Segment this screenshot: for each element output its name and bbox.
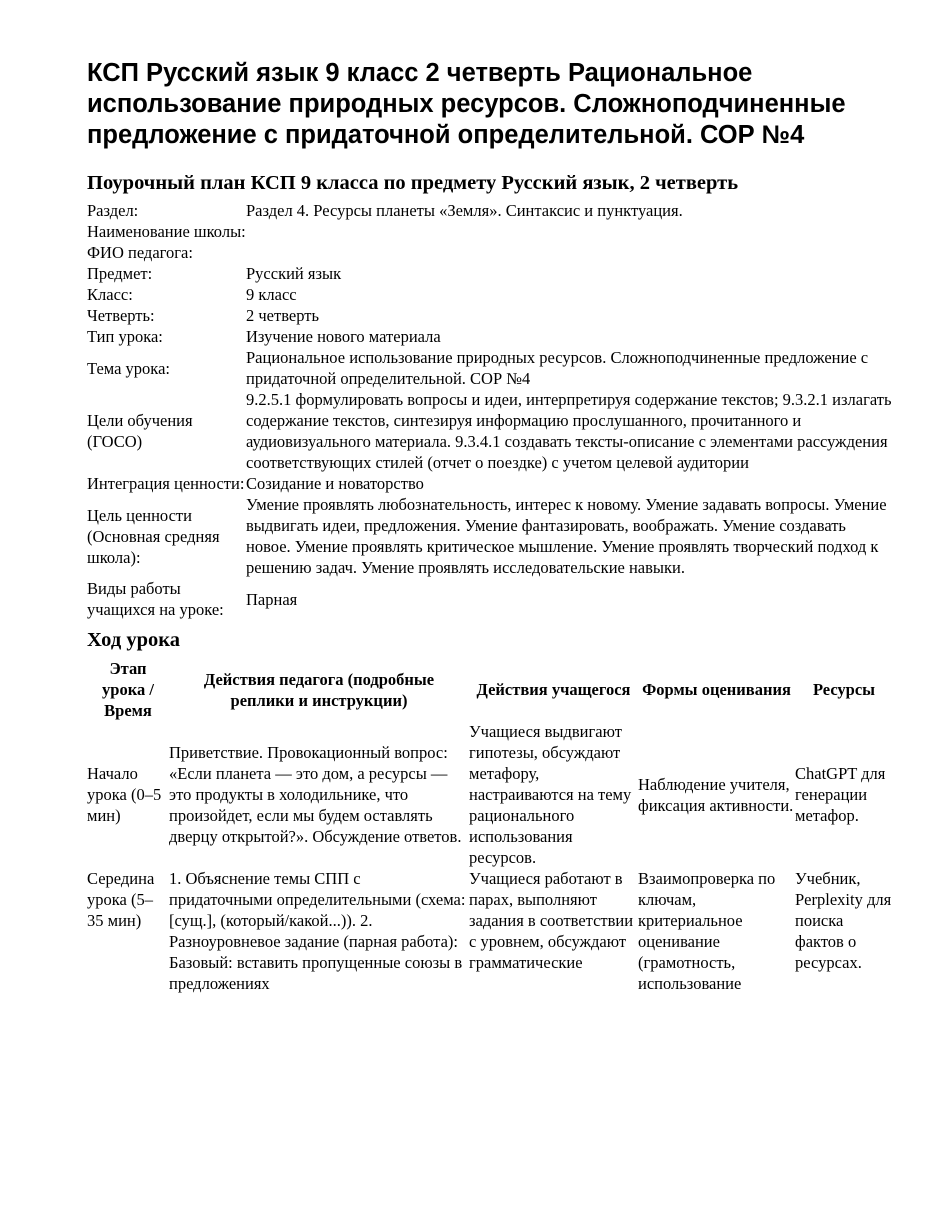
school-label: Наименование школы:: [87, 222, 246, 241]
info-row-school: [87, 221, 893, 242]
lesson-progress-heading: Ход урока: [87, 629, 180, 651]
topic-value: Рациональное использование природных ресурсов. Сложноподчиненные предложение с придаточной определительной. СОР №4: [246, 348, 869, 388]
resources-cell: Учебник, Perplexity для поиска фактов о ресурсах.: [795, 869, 892, 972]
stage-cell: Середина урока (5–35 мин): [87, 869, 155, 930]
assessment-cell: Взаимопроверка по ключам, критериальное оценивание (грамотность, использование: [638, 869, 776, 993]
header-resources: Ресурсы: [812, 680, 876, 699]
values-value: Созидание и новаторство: [246, 474, 424, 493]
info-row-topic: [87, 347, 893, 389]
header-stage: Этап урока / Время: [102, 659, 154, 720]
info-row-goals: [87, 389, 893, 473]
document-page: [87, 58, 893, 994]
class-value: 9 класс: [246, 285, 297, 304]
section-value: Раздел 4. Ресурсы планеты «Земля». Синтаксис и пунктуация.: [246, 201, 683, 220]
table-row: [87, 868, 893, 994]
lesson-progress-table: [87, 658, 893, 994]
info-row-value-goal: [87, 494, 893, 578]
goals-label: Цели обучения (ГОСО): [87, 411, 193, 451]
info-row-type: [87, 326, 893, 347]
goals-value: 9.2.5.1 формулировать вопросы и идеи, интерпретируя содержание текстов; 9.3.2.1 излагать содержание текстов, синтезируя информацию прослушанного, прочитанного и аудиовизуального материала. 9.3.4.1 создавать тексты-описание с элементами рассуждения соответствующих стилей (отчет о поездке) с учетом целевой аудитории: [246, 390, 892, 472]
lesson-type-label: Тип урока:: [87, 327, 163, 346]
info-row-section: [87, 200, 893, 221]
work-type-label: Виды работы учащихся на уроке:: [87, 579, 224, 619]
info-row-quarter: [87, 305, 893, 326]
plan-subtitle: Поурочный план КСП 9 класса по предмету Русский язык, 2 четверть: [87, 172, 739, 194]
table-row: [87, 721, 893, 868]
header-assessment: Формы оценивания: [642, 680, 791, 699]
teacher-value: [246, 242, 893, 263]
info-row-teacher: [87, 242, 893, 263]
info-row-class: [87, 284, 893, 305]
subject-label: Предмет:: [87, 264, 153, 283]
class-label: Класс:: [87, 285, 133, 304]
section-label: Раздел:: [87, 201, 139, 220]
teacher-actions-cell: Приветствие. Провокационный вопрос: «Если планета — это дом, а ресурсы — это продукты в холодильнике, что произойдет, если мы будем оставлять дверцу открытой?». Обсуждение ответов.: [169, 743, 462, 846]
resources-cell: ChatGPT для генерации метафор.: [795, 764, 886, 825]
student-actions-cell: Учащиеся работают в парах, выполняют задания в соответствии с уровнем, обсуждают грамматические: [469, 869, 634, 972]
document-title: КСП Русский язык 9 класс 2 четверть Рациональное использование природных ресурсов. Сложноподчиненные предложение с придаточной определительной. СОР №4: [87, 59, 846, 149]
value-goal-label: Цель ценности (Основная средняя школа):: [87, 505, 220, 567]
stage-cell: Начало урока (0–5 мин): [87, 764, 162, 825]
assessment-cell: Наблюдение учителя, фиксация активности.: [638, 774, 794, 815]
quarter-value: 2 четверть: [246, 306, 319, 325]
table-header-row: [87, 658, 893, 721]
school-value: [246, 221, 893, 242]
header-teacher-actions: Действия педагога (подробные реплики и инструкции): [203, 669, 435, 710]
value-goal-value: Умение проявлять любознательность, интерес к новому. Умение задавать вопросы. Умение выдвигать идеи, предложения. Умение фантазировать, воображать. Умение создавать новое. Умение проявлять критическое мышление. Умение проявлять творческий подход к решению задач. Умение проявлять исследовательские навыки.: [246, 495, 887, 577]
work-type-value: Парная: [246, 589, 298, 609]
teacher-label: ФИО педагога:: [87, 243, 193, 262]
values-label: Интеграция ценности:: [87, 474, 245, 493]
header-student-actions: Действия учащегося: [476, 680, 631, 699]
teacher-actions-cell: 1. Объяснение темы СПП с придаточными определительными (схема: [сущ.], (который/какой...)). 2. Разноуровневое задание (парная работа): Базовый: вставить пропущенные союзы в предложениях: [169, 869, 466, 993]
lesson-type-value: Изучение нового материала: [246, 327, 441, 346]
quarter-label: Четверть:: [87, 306, 155, 325]
subject-value: Русский язык: [246, 264, 342, 283]
info-row-work-type: [87, 578, 893, 620]
topic-label: Тема урока:: [87, 358, 170, 378]
student-actions-cell: Учащиеся выдвигают гипотезы, обсуждают метафору, настраиваются на тему рационального использования ресурсов.: [469, 722, 632, 867]
info-row-subject: [87, 263, 893, 284]
info-row-values: [87, 473, 893, 494]
lesson-info-table: [87, 200, 893, 620]
